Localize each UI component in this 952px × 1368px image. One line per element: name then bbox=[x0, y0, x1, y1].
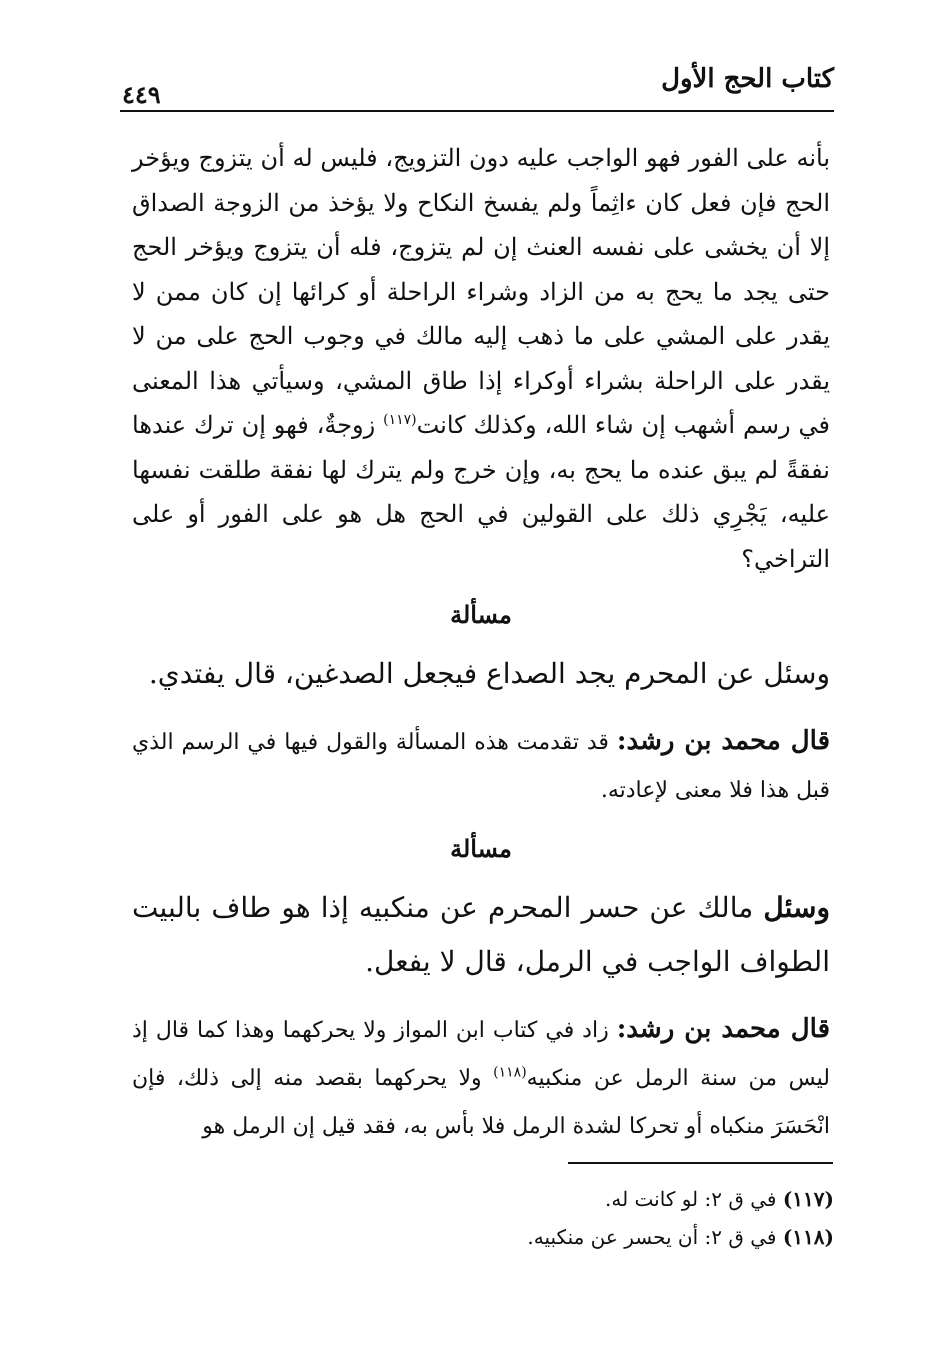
page-number: ٤٤٩ bbox=[122, 80, 161, 109]
footnote-text: في ق ٢: لو كانت له. bbox=[605, 1187, 783, 1211]
paragraph-1 bbox=[132, 136, 830, 581]
question-2-lead: وسئل bbox=[763, 891, 830, 924]
answer-2-text-cont: ولا يحركهما بقصد منه إلى ذلك، فإن انْحَسَرَ منكباه أو تحركا لشدة الرمل فلا بأس به، فقد قيل إن الرمل هو bbox=[132, 1066, 830, 1139]
speaker-label: قال محمد بن رشد: bbox=[616, 726, 831, 756]
footnote-number: (١١٨) bbox=[782, 1225, 834, 1249]
paragraph-1-text: بأنه على الفور فهو الواجب عليه دون التزويج، فليس له أن يتزوج ويؤخر الحج فإن فعل كان ءاثِماً ولم يفسخ النكاح ولا يؤخذ من الزوجة الصداق إلا أن يخشى على نفسه العنث إن لم يتزوج، فله أن يتزوج ويؤخر الحج حتى يجد ما يحج به من الزاد وشراء الراحلة أو كرائها إن كان ممن لا يقدر على المشي على ما ذهب إليه مالك في وجوب الحج على من لا يقدر على الراحلة بشراء أوكراء إذا طاق المشي، وسيأتي هذا المعنى في رسم أشهب إن شاء الله، وكذلك كانت bbox=[132, 144, 831, 439]
footnote-text: في ق ٢: أن يحسر عن منكبيه. bbox=[527, 1225, 783, 1249]
footnote-number: (١١٧) bbox=[782, 1187, 834, 1211]
answer-1-text: قد تقدمت هذه المسألة والقول فيها في الرسم الذي قبل هذا فلا معنى لإعادته. bbox=[132, 730, 830, 803]
section-heading-2: مسألة bbox=[450, 834, 512, 863]
paragraph-1-text-cont: زوجةٌ، فهو إن ترك عندها نفقةً لم يبق عنده ما يحج به، وإن خرج ولم يترك لها نفقة طلقت نفسها عليه، يَجْرِي ذلك على القولين في الحج هل هو على الفور أو على التراخي؟ bbox=[132, 411, 830, 573]
section-heading-1: مسألة bbox=[450, 600, 512, 629]
footnote-ref-118[interactable]: (١١٨) bbox=[493, 1064, 527, 1081]
question-1: وسئل عن المحرم يجد الصداع فيجعل الصدغين، قال يفتدي. bbox=[148, 657, 830, 690]
answer-2 bbox=[132, 1005, 830, 1151]
footnote-118 bbox=[300, 1218, 834, 1256]
question-2 bbox=[132, 881, 830, 989]
footnote-117 bbox=[300, 1180, 834, 1218]
speaker-label: قال محمد بن رشد: bbox=[616, 1014, 830, 1044]
footnote-ref-117[interactable]: (١١٧) bbox=[383, 412, 417, 428]
book-title: كتاب الحج الأول bbox=[661, 64, 834, 94]
main-text bbox=[132, 136, 830, 1159]
answer-1 bbox=[132, 717, 830, 815]
page-header bbox=[120, 58, 834, 112]
answer-2-text: زاد في كتاب ابن المواز ولا يحركهما وهذا كما قال إذ ليس من سنة الرمل عن منكبيه bbox=[132, 1018, 831, 1091]
question-2-text: مالك عن حسر المحرم عن منكبيه إذا هو طاف بالبيت الطواف الواجب في الرمل، قال لا يفعل. bbox=[132, 891, 830, 978]
footnote-divider bbox=[568, 1162, 833, 1164]
footnotes bbox=[300, 1180, 834, 1256]
